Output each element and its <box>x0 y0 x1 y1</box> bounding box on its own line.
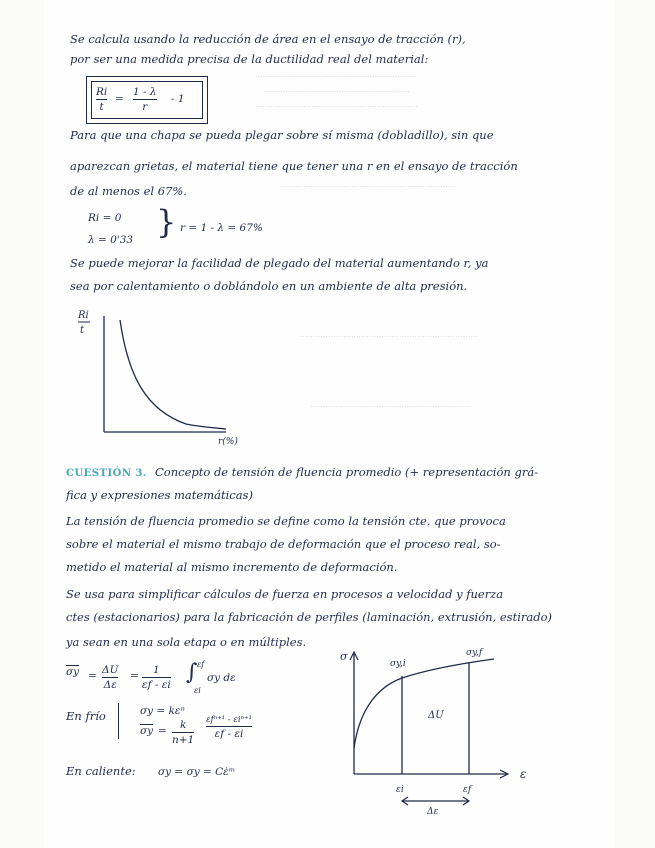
text-line: sea por calentamiento o doblándolo en un ambiente de alta presión. <box>70 279 468 293</box>
equals-sign: = <box>88 670 97 682</box>
integral-sign: ∫ <box>186 660 198 685</box>
integrand: σy dε <box>207 672 236 684</box>
sigma-yi-label: σy,i <box>390 659 406 669</box>
epsilon-i-label: εi <box>396 785 404 795</box>
minus-one: - 1 <box>171 93 185 105</box>
text-line: ctes (estacionarios) para la fabricación de perfiles (laminación, extrusión, estirado) <box>66 610 553 624</box>
text-line: Se usa para simplificar cálculos de fuerza en procesos a velocidad y fuerza <box>66 587 504 601</box>
hot-law: σy = σy = Cε̇ᵐ <box>158 766 236 778</box>
formula-one-minus-lambda-over-r: 1 - λ r <box>133 86 157 113</box>
en-frio-label: En frío <box>66 709 106 723</box>
y-axis-label-num: Ri <box>78 310 89 321</box>
du-over-de: ΔU Δε <box>102 664 119 691</box>
ri-t-vs-r-graph <box>76 306 246 446</box>
delta-u-label: ΔU <box>428 710 444 721</box>
text-line: Para que una chapa se pueda plegar sobre sí misma (dobladillo), sin que <box>70 128 494 142</box>
text-line: metido el material al mismo incremento de deformación. <box>66 560 398 574</box>
delta-epsilon-label: Δε <box>427 807 439 817</box>
vertical-bar <box>118 703 119 739</box>
text-line: aparezcan grietas, el material tiene que tener una r en el ensayo de tracción <box>70 159 518 173</box>
text-line: por ser una medida precisa de la ductilidad real del material: <box>70 52 429 66</box>
cold-law: σy = kεⁿ <box>140 705 185 717</box>
x-axis-label: r(%) <box>218 437 238 447</box>
stress-strain-graph <box>332 646 552 816</box>
formula-ri-over-t: Ri t <box>96 86 108 113</box>
text-line: Se puede mejorar la facilidad de plegado del material aumentando r, ya <box>70 256 489 270</box>
text-line: La tensión de fluencia promedio se define como la tensión cte. que provoca <box>66 514 506 528</box>
text-line: sobre el material el mismo trabajo de deformación que el proceso real, so- <box>66 537 501 551</box>
one-over-delta-eps: 1 εf - εi <box>142 664 171 691</box>
sigma-axis-label: σ <box>340 650 348 663</box>
text-line: Se calcula usando la reducción de área en el ensayo de tracción (r), <box>70 32 466 46</box>
sigma-y-bar: $\overline{\sigma y}$ <box>66 666 80 678</box>
flow-curve <box>354 659 494 748</box>
text-line: ya sean en una sola etapa o en múltiples. <box>66 635 307 649</box>
equals-sign: = <box>130 670 139 682</box>
condition-ri: Ri = 0 <box>88 212 122 224</box>
heading-text: fica y expresiones matemáticas) <box>66 488 253 502</box>
curly-brace: } <box>156 203 177 241</box>
result-r: r = 1 - λ = 67% <box>180 222 263 234</box>
eps-power-fraction: εfⁿ⁺¹ - εiⁿ⁺¹ εf - εi <box>206 715 252 740</box>
equals-sign: = <box>158 725 167 737</box>
heading-text: Concepto de tensión de fluencia promedio (+ representación grá- <box>155 465 539 479</box>
y-axis-label-den: t <box>80 325 85 336</box>
integral-upper: εf <box>197 660 205 669</box>
cold-sigma-bar: $\overline{\sigma y}$ <box>140 725 154 737</box>
section-heading: CUESTIÓN 3. <box>66 468 147 479</box>
page-background: ............................................................... ......................................................... ................................................................ ..................................................................... ...................................................................... ............................................................... Se calcula usando la reducción de área en el ensayo de tracción (r), por ser una medida precisa de la ductilidad real del material: Ri t = 1 - λ r - 1 Para que una chapa se pueda plegar sobre sí misma (dobladillo), sin que aparezcan grietas, el material tiene que tener una r en el ensayo de tracción de al menos el 67%. Ri = 0 λ = 0'33 } r = 1 - λ = 67% Se puede mejorar la facilidad de plegado del material aumentando r, ya sea por calentamiento o doblándolo en un ambiente de alta presión. Ri t r(%) CUESTIÓN 3. Concepto de tensión de fluencia promedio (+ representación grá- fica y expresiones matemáticas) La tensión de fluencia promedio se define como la tensión cte. que provoca sobre el material el mismo trabajo de deformación que el proceso real, so- metido el material al mismo incremento de deformación. Se usa para simplificar cálculos de fuerza en procesos a velocidad y fuerza ctes (estacionarios) para la fabricación de perfiles (laminación, extrusión, estirado) ya sean en una sola etapa o en múltiples. $\overline{\sigma y}$ = ΔU Δε = 1 εf - εi ∫ εf εi σy dε En frío σy = kεⁿ $\overline{\sigma y}$ = k n+1 εfⁿ⁺¹ - εiⁿ⁺¹ εf - εi En caliente: σy = σy = Cε̇ᵐ σ ε σy,i σy,f ΔU εi εf Δε <box>0 0 655 848</box>
equals-sign: = <box>115 93 124 105</box>
k-over-n-plus-1: k n+1 <box>172 719 195 746</box>
integral-lower: εi <box>194 686 201 695</box>
hyperbola-curve <box>120 320 226 429</box>
epsilon-axis-label: ε <box>520 767 527 781</box>
epsilon-f-label: εf <box>463 785 472 795</box>
text-line: de al menos el 67%. <box>70 184 187 198</box>
en-caliente-label: En caliente: <box>66 764 136 778</box>
sigma-yf-label: σy,f <box>466 648 483 658</box>
condition-lambda: λ = 0'33 <box>88 234 134 246</box>
